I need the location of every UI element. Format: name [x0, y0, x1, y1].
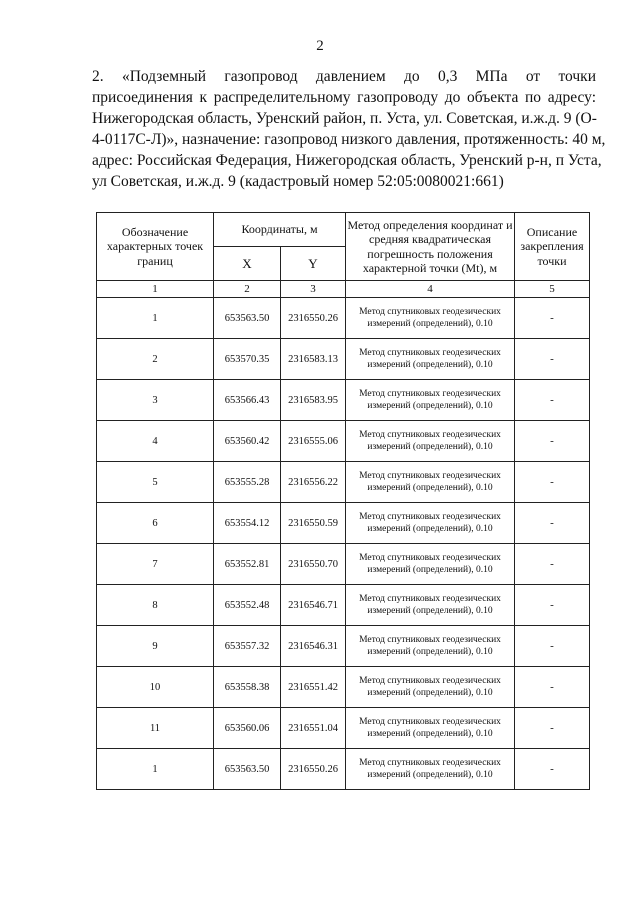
table-row: [97, 339, 590, 380]
point-cell: 10: [97, 667, 214, 708]
y-cell: 2316550.70: [281, 544, 346, 585]
description-cell: -: [515, 421, 590, 462]
header-description: Описание закрепления точки: [515, 213, 590, 281]
point-cell: 11: [97, 708, 214, 749]
description-cell: -: [515, 298, 590, 339]
column-number: 5: [515, 281, 590, 298]
paragraph-line: 4-0117С-Л)», назначение: газопровод низкого давления, протяженность: 40 м,: [92, 131, 606, 148]
description-cell: -: [515, 749, 590, 790]
y-cell: 2316551.04: [281, 708, 346, 749]
description-cell: -: [515, 667, 590, 708]
paragraph-line: присоединения к распределительному газопроводу до объекта по адресу:: [92, 89, 596, 106]
paragraph-line: Нижегородская область, Уренский район, п. Уста, ул. Советская, и.ж.д. 9 (О-: [92, 110, 597, 127]
point-cell: 5: [97, 462, 214, 503]
header-x: X: [214, 247, 281, 281]
point-cell: 2: [97, 339, 214, 380]
x-cell: 653552.81: [214, 544, 281, 585]
description-cell: -: [515, 585, 590, 626]
x-cell: 653558.38: [214, 667, 281, 708]
description-cell: -: [515, 503, 590, 544]
header-y: Y: [281, 247, 346, 281]
header-method: Метод определения координат и средняя квадратическая погрешность положения характерной точки (Mt), м: [346, 213, 515, 281]
y-cell: 2316583.13: [281, 339, 346, 380]
object-description-paragraph: [92, 66, 606, 192]
description-cell: -: [515, 462, 590, 503]
column-number: 2: [214, 281, 281, 298]
x-cell: 653555.28: [214, 462, 281, 503]
method-cell: Метод спутниковых геодезических измерений (определений), 0.10: [346, 380, 515, 421]
x-cell: 653560.06: [214, 708, 281, 749]
point-cell: 9: [97, 626, 214, 667]
coordinates-table: [96, 212, 590, 790]
page-number: 2: [316, 38, 324, 54]
method-cell: Метод спутниковых геодезических измерений (определений), 0.10: [346, 708, 515, 749]
x-cell: 653563.50: [214, 298, 281, 339]
table-row: [97, 585, 590, 626]
table-row: [97, 462, 590, 503]
table-row: [97, 667, 590, 708]
method-cell: Метод спутниковых геодезических измерений (определений), 0.10: [346, 544, 515, 585]
description-cell: -: [515, 380, 590, 421]
point-cell: 1: [97, 298, 214, 339]
y-cell: 2316555.06: [281, 421, 346, 462]
x-cell: 653557.32: [214, 626, 281, 667]
paragraph-line: адрес: Российская Федерация, Нижегородская область, Уренский р-н, п Уста,: [92, 152, 602, 169]
x-cell: 653563.50: [214, 749, 281, 790]
table-row: [97, 298, 590, 339]
y-cell: 2316546.31: [281, 626, 346, 667]
method-cell: Метод спутниковых геодезических измерений (определений), 0.10: [346, 667, 515, 708]
point-cell: 4: [97, 421, 214, 462]
description-cell: -: [515, 544, 590, 585]
description-cell: -: [515, 339, 590, 380]
column-number: 1: [97, 281, 214, 298]
table-row: [97, 626, 590, 667]
column-number: 3: [281, 281, 346, 298]
method-cell: Метод спутниковых геодезических измерений (определений), 0.10: [346, 585, 515, 626]
header-coordinates: Координаты, м: [214, 213, 346, 247]
paragraph-line: ул Советская, и.ж.д. 9 (кадастровый номер 52:05:0080021:661): [92, 173, 504, 190]
header-designation: Обозначение характерных точек границ: [97, 213, 214, 281]
point-cell: 7: [97, 544, 214, 585]
description-cell: -: [515, 708, 590, 749]
point-cell: 3: [97, 380, 214, 421]
table-row: [97, 749, 590, 790]
table-row: [97, 503, 590, 544]
table-row: [97, 421, 590, 462]
y-cell: 2316550.59: [281, 503, 346, 544]
x-cell: 653570.35: [214, 339, 281, 380]
method-cell: Метод спутниковых геодезических измерений (определений), 0.10: [346, 462, 515, 503]
point-cell: 8: [97, 585, 214, 626]
method-cell: Метод спутниковых геодезических измерений (определений), 0.10: [346, 298, 515, 339]
table-row: [97, 544, 590, 585]
paragraph-line: 2. «Подземный газопровод давлением до 0,3 МПа от точки: [92, 68, 596, 85]
table-body: [97, 298, 590, 790]
y-cell: 2316550.26: [281, 298, 346, 339]
method-cell: Метод спутниковых геодезических измерений (определений), 0.10: [346, 421, 515, 462]
y-cell: 2316556.22: [281, 462, 346, 503]
y-cell: 2316550.26: [281, 749, 346, 790]
x-cell: 653560.42: [214, 421, 281, 462]
x-cell: 653552.48: [214, 585, 281, 626]
method-cell: Метод спутниковых геодезических измерений (определений), 0.10: [346, 503, 515, 544]
x-cell: 653566.43: [214, 380, 281, 421]
description-cell: -: [515, 626, 590, 667]
table-row: [97, 708, 590, 749]
table-row: [97, 380, 590, 421]
y-cell: 2316583.95: [281, 380, 346, 421]
point-cell: 1: [97, 749, 214, 790]
x-cell: 653554.12: [214, 503, 281, 544]
column-number: 4: [346, 281, 515, 298]
y-cell: 2316546.71: [281, 585, 346, 626]
y-cell: 2316551.42: [281, 667, 346, 708]
point-cell: 6: [97, 503, 214, 544]
method-cell: Метод спутниковых геодезических измерений (определений), 0.10: [346, 749, 515, 790]
method-cell: Метод спутниковых геодезических измерений (определений), 0.10: [346, 339, 515, 380]
method-cell: Метод спутниковых геодезических измерений (определений), 0.10: [346, 626, 515, 667]
column-numbers-row: [97, 281, 590, 298]
